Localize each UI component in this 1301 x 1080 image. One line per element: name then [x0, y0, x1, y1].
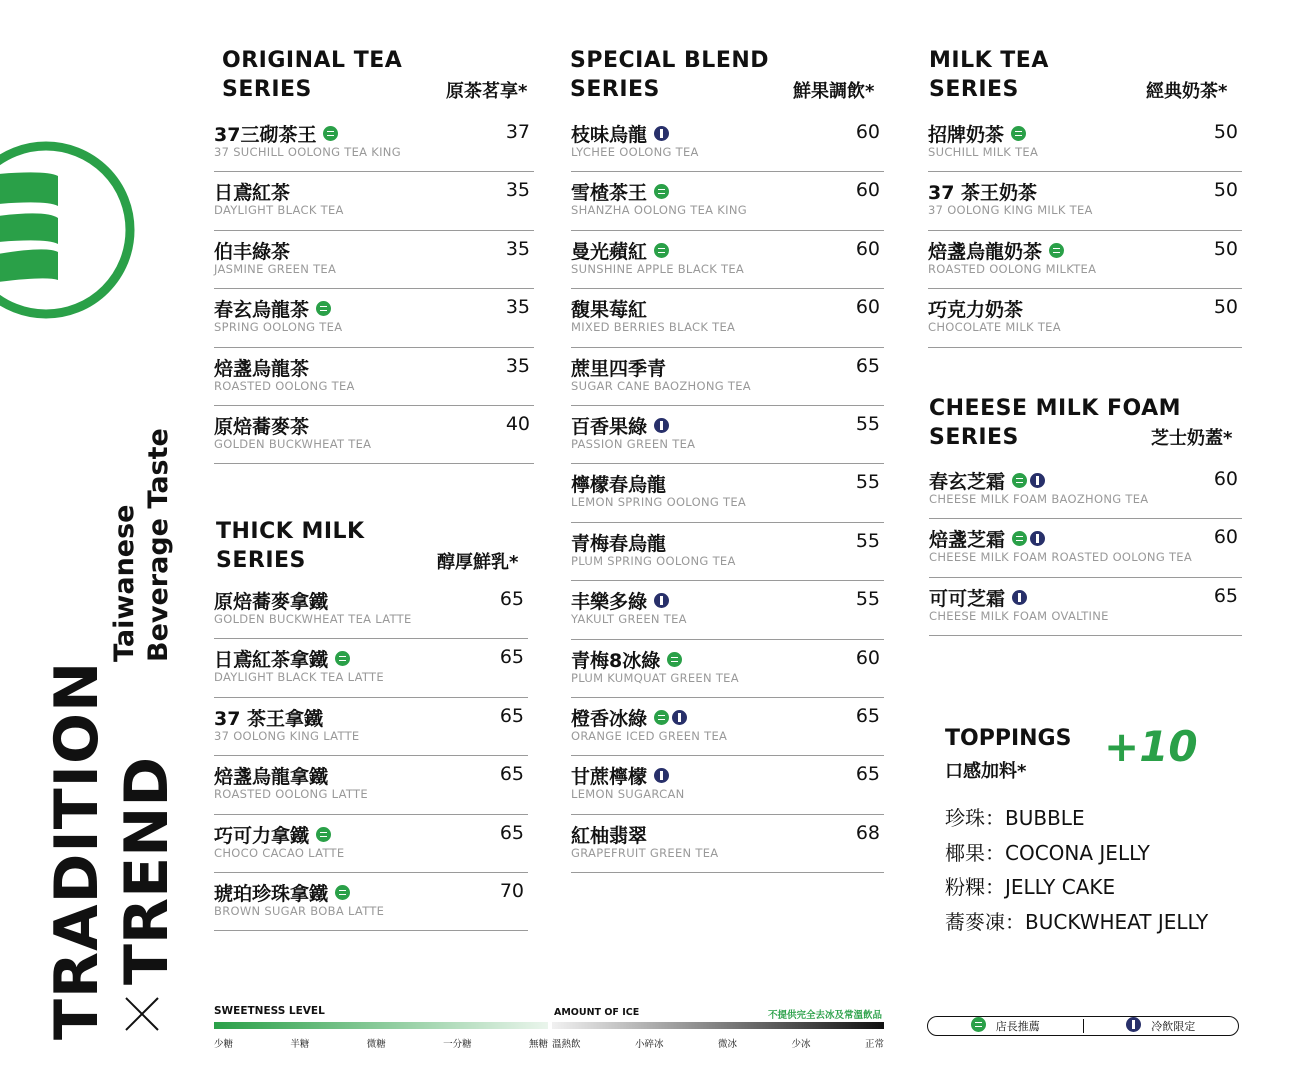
item-name-en: SUCHILL MILK TEA [928, 145, 1039, 159]
item-name-zh-text: 曼光蘋紅 [571, 240, 648, 263]
item-name-zh [571, 762, 669, 789]
menu-item [214, 406, 534, 464]
cold-badge-icon [1126, 1017, 1141, 1032]
item-name-en: CHOCOLATE MILK TEA [928, 320, 1061, 335]
original-title-line-2: SERIES [222, 77, 312, 102]
item-name-zh [571, 821, 647, 848]
item-name-zh-text: 37 茶王拿鐵 [214, 707, 324, 730]
item-name-zh-text: 百香果綠 [571, 415, 648, 438]
item-name-zh [928, 295, 1023, 322]
original-title-zh: 原茶茗享* [446, 81, 528, 102]
item-name-en: GRAPEFRUIT GREEN TEA [571, 845, 719, 860]
cold-badge-icon [1030, 473, 1045, 488]
item-price: 37 [505, 121, 530, 143]
menu-item [571, 523, 884, 581]
menu-item [214, 172, 534, 230]
special-item-list [571, 114, 884, 873]
milk-title-line-1: MILK TEA [929, 48, 1049, 73]
item-name-zh-text: 春玄烏龍茶 [214, 299, 310, 322]
item-name-zh-text: 檸檬春烏龍 [571, 474, 667, 497]
topping-item: 椰果：COCONA JELLY [945, 840, 1150, 865]
item-name-en: GOLDEN BUCKWHEAT TEA LATTE [214, 612, 412, 626]
item-name-zh-text: 原焙蕎麥茶 [214, 415, 310, 438]
milk-title-zh: 經典奶茶* [1146, 81, 1228, 102]
item-name-zh [929, 584, 1027, 611]
item-name-zh-text: 青梅春烏龍 [571, 532, 667, 555]
item-name-zh-text: 焙盞烏龍奶茶 [928, 240, 1043, 263]
menu-item [571, 114, 884, 172]
item-name-zh-text: 招牌奶茶 [928, 124, 1005, 146]
item-name-en: LYCHEE OOLONG TEA [571, 145, 699, 159]
item-name-zh [214, 354, 309, 381]
menu-item [928, 114, 1242, 172]
season-badge-icon [654, 710, 669, 725]
item-name-zh-text: 伯丰綠茶 [214, 240, 291, 263]
cheese-title-line-1: CHEESE MILK FOAM [929, 396, 1182, 421]
item-name-en: BROWN SUGAR BOBA LATTE [214, 903, 385, 918]
cheese-section-title [929, 394, 1181, 452]
menu-item [929, 461, 1242, 519]
item-name-zh-text: 紅柚翡翠 [571, 824, 648, 847]
item-name-zh-text: 37三砌茶王 [214, 124, 317, 146]
sweetness-level-label: 一分糖 [443, 1039, 472, 1050]
item-name-zh-text: 青梅8冰綠 [571, 649, 661, 672]
menu-item [571, 406, 884, 464]
ice-label: AMOUNT OF ICE [554, 1007, 640, 1018]
toppings-price: +10 [1104, 722, 1198, 771]
thick-title-zh: 醇厚鮮乳* [437, 552, 519, 573]
item-price: 55 [855, 471, 880, 494]
item-name-zh-text: 春玄芝霜 [929, 471, 1006, 493]
recommend-badge-icon [316, 301, 331, 316]
item-name-zh-text: 日鳶紅茶 [214, 182, 291, 205]
item-name-en: 37 OOLONG KING LATTE [214, 728, 360, 743]
item-price: 65 [855, 704, 880, 727]
menu-item [571, 698, 884, 756]
menu-item [571, 172, 884, 230]
item-name-zh-text: 巧克力奶茶 [928, 299, 1024, 322]
recommend-badge-icon [1012, 531, 1027, 546]
item-price: 60 [855, 237, 880, 260]
item-name-zh-text: 焙盞芝霜 [929, 529, 1006, 552]
cross-icon [122, 994, 162, 1034]
item-name-en: MIXED BERRIES BLACK TEA [571, 320, 736, 335]
item-price: 35 [505, 179, 530, 202]
item-name-en: LEMON SUGARCAN [571, 787, 685, 802]
item-name-zh [214, 412, 309, 439]
item-price: 65 [499, 821, 524, 844]
item-name-zh-text: 37 茶王奶茶 [928, 182, 1038, 205]
special-section-title [570, 46, 769, 104]
item-price: 65 [499, 588, 524, 610]
cold-badge-icon [654, 126, 669, 141]
recommend-badge-icon [1011, 126, 1026, 141]
item-price: 35 [505, 237, 530, 260]
item-name-zh [214, 120, 338, 147]
item-price: 65 [1213, 584, 1238, 607]
item-price: 60 [1213, 526, 1238, 549]
item-name-zh-text: 日鳶紅茶拿鐵 [214, 649, 329, 672]
item-name-zh [928, 237, 1064, 264]
brand-tradition: TRADITION [42, 660, 112, 1040]
recommend-badge-icon [335, 651, 350, 666]
item-name-zh [571, 470, 666, 497]
cheese-item-list [929, 461, 1242, 636]
item-name-en: ROASTED OOLONG LATTE [214, 787, 368, 802]
thick-title-line-2: SERIES [216, 548, 306, 573]
item-name-zh-text: 馥果莓紅 [571, 299, 648, 322]
item-name-zh-text: 焙盞烏龍茶 [214, 357, 310, 380]
item-name-zh-text: 琥珀珍珠拿鐵 [214, 882, 329, 905]
menu-item [214, 289, 534, 347]
original-item-list [214, 114, 534, 464]
item-name-en: ROASTED OOLONG MILKTEA [928, 261, 1097, 276]
ice-level-label: 少冰 [791, 1039, 811, 1050]
ice-scale [552, 1036, 884, 1050]
recommend-badge-icon [323, 126, 338, 141]
item-name-en: ROASTED OOLONG TEA [214, 378, 355, 393]
ice-bar [552, 1022, 884, 1029]
item-name-en: JASMINE GREEN TEA [214, 261, 337, 276]
item-name-en: DAYLIGHT BLACK TEA LATTE [214, 670, 384, 685]
item-price: 50 [1213, 296, 1238, 319]
item-name-zh-text: 巧可力拿鐵 [214, 824, 310, 847]
sweetness-level-label: 少糖 [214, 1039, 234, 1050]
item-name-en: LEMON SPRING OOLONG TEA [571, 495, 747, 510]
item-name-zh [214, 879, 350, 906]
item-price: 60 [855, 179, 880, 202]
brand-logo [0, 140, 144, 320]
sweetness-label: SWEETNESS LEVEL [214, 1005, 325, 1017]
menu-item [928, 172, 1242, 230]
badge-legend [927, 1016, 1239, 1036]
menu-item [214, 231, 534, 289]
brand-tagline [108, 428, 176, 662]
milk-section-title [929, 46, 1049, 104]
recommend-badge-icon [1012, 473, 1027, 488]
item-name-en: PLUM KUMQUAT GREEN TEA [571, 670, 739, 685]
cheese-title-zh: 芝士奶蓋* [1151, 428, 1233, 449]
item-price: 55 [855, 412, 880, 435]
item-name-zh-text: 雪楂茶王 [571, 182, 648, 205]
item-name-zh-text: 橙香冰綠 [571, 707, 648, 730]
original-title-line-1: ORIGINAL TEA [222, 48, 403, 73]
item-name-zh [214, 762, 328, 789]
cold-badge-icon [672, 710, 687, 725]
menu-item [928, 289, 1242, 347]
item-name-zh [214, 645, 350, 672]
menu-item [214, 114, 534, 172]
menu-item [214, 698, 528, 756]
tagline-line-1: Taiwanese [109, 504, 140, 662]
item-name-zh [571, 178, 669, 205]
item-name-en: PLUM SPRING OOLONG TEA [571, 553, 736, 568]
menu-item [571, 756, 884, 814]
item-name-zh-text: 甘蔗檸檬 [571, 766, 648, 789]
item-name-zh-text: 蔗里四季青 [571, 357, 667, 380]
ice-level-label: 小碎冰 [634, 1039, 664, 1050]
item-price: 50 [1213, 237, 1238, 260]
item-name-en: PASSION GREEN TEA [571, 436, 696, 451]
cold-badge-icon [1012, 590, 1027, 605]
item-name-zh [928, 178, 1037, 205]
milk-title-line-2: SERIES [929, 77, 1019, 102]
sweetness-level-label: 無糖 [528, 1039, 548, 1050]
item-name-zh [571, 704, 687, 731]
item-name-en: YAKULT GREEN TEA [571, 612, 687, 627]
original-section-title [222, 46, 402, 104]
item-price: 65 [855, 763, 880, 786]
item-name-en: CHEESE MILK FOAM OVALTINE [929, 608, 1109, 623]
item-name-zh [214, 821, 331, 848]
item-name-en: GOLDEN BUCKWHEAT TEA [214, 436, 372, 451]
item-name-zh [214, 178, 290, 205]
item-name-zh [571, 354, 666, 381]
sweetness-level-label: 半糖 [290, 1039, 310, 1050]
item-price: 65 [499, 763, 524, 786]
recommend-badge-icon [316, 827, 331, 842]
topping-item: 蕎麥凍：BUCKWHEAT JELLY [945, 909, 1209, 934]
recommend-badge-icon [667, 652, 682, 667]
recommend-badge-icon [1049, 243, 1064, 258]
cold-badge-icon [654, 593, 669, 608]
menu-item [571, 289, 884, 347]
item-price: 50 [1213, 179, 1238, 202]
item-name-zh [214, 587, 328, 614]
item-name-zh [929, 525, 1045, 552]
cold-badge-icon [1030, 531, 1045, 546]
item-name-en: ORANGE ICED GREEN TEA [571, 728, 728, 743]
menu-item [214, 348, 534, 406]
item-name-en: 37 OOLONG KING MILK TEA [928, 203, 1093, 218]
thick-section-title [216, 517, 365, 575]
recommend-badge-icon [654, 243, 669, 258]
menu-item [571, 640, 884, 698]
menu-item [571, 464, 884, 522]
thick-item-list [214, 581, 528, 931]
item-price: 35 [505, 296, 530, 319]
menu-item [571, 815, 884, 873]
item-name-zh-text: 可可芝霜 [929, 587, 1006, 610]
cheese-title-line-2: SERIES [929, 425, 1019, 450]
item-price: 60 [855, 296, 880, 319]
ice-note: 不提供完全去冰及常溫飲品 [768, 1010, 883, 1021]
item-name-zh [571, 587, 669, 614]
topping-item: 粉粿：JELLY CAKE [945, 875, 1116, 899]
menu-item [214, 815, 528, 873]
menu-item [929, 519, 1242, 577]
recommend-badge-icon [654, 184, 669, 199]
ice-level-label: 正常 [864, 1039, 884, 1050]
item-name-zh [571, 412, 669, 439]
item-name-zh [929, 467, 1045, 494]
topping-item: 珍珠：BUBBLE [945, 806, 1085, 830]
menu-item [214, 581, 528, 639]
cold-badge-icon [654, 768, 669, 783]
item-name-en: SUNSHINE APPLE BLACK TEA [571, 261, 745, 276]
item-name-zh [571, 120, 669, 147]
item-price: 68 [855, 821, 880, 844]
item-price: 70 [499, 879, 524, 902]
brand-trend: TREND [112, 756, 182, 985]
item-name-zh-text: 原焙蕎麥拿鐵 [214, 591, 329, 613]
ice-level-label: 微冰 [717, 1039, 737, 1050]
menu-item [214, 639, 528, 697]
item-name-en: CHOCO CACAO LATTE [214, 845, 345, 860]
item-name-zh [214, 704, 323, 731]
item-name-zh [571, 529, 666, 556]
special-title-line-2: SERIES [570, 77, 660, 102]
item-price: 60 [855, 646, 880, 669]
toppings-list [945, 802, 1208, 940]
milk-item-list [928, 114, 1242, 348]
ice-level-label: 溫熱飲 [552, 1039, 581, 1050]
item-name-zh-text: 丰樂多綠 [571, 591, 648, 614]
item-price: 65 [499, 646, 524, 669]
sweetness-level-label: 微糖 [366, 1039, 386, 1050]
item-price: 65 [499, 704, 524, 727]
sweetness-bar [214, 1022, 548, 1029]
item-price: 50 [1213, 121, 1238, 143]
sweetness-scale [214, 1036, 548, 1050]
item-price: 55 [855, 588, 880, 611]
menu-item [571, 231, 884, 289]
item-price: 60 [855, 121, 880, 143]
menu-item [571, 581, 884, 639]
item-name-en: SHANZHA OOLONG TEA KING [571, 203, 747, 218]
item-name-en: 37 SUCHILL OOLONG TEA KING [214, 145, 401, 159]
item-price: 65 [855, 354, 880, 377]
recommend-badge-icon [971, 1017, 986, 1032]
item-price: 35 [505, 354, 530, 377]
item-name-zh [214, 237, 290, 264]
item-name-en: SUGAR CANE BAOZHONG TEA [571, 378, 751, 393]
item-price: 60 [1213, 468, 1238, 490]
thick-title-line-1: THICK MILK [216, 519, 365, 544]
item-name-zh [214, 295, 331, 322]
special-title-zh: 鮮果調飲* [793, 81, 875, 102]
item-name-zh [571, 295, 647, 322]
tagline-line-2: Beverage Taste [143, 428, 174, 662]
item-name-zh [571, 646, 682, 673]
item-price: 40 [505, 412, 530, 435]
item-name-zh [928, 120, 1026, 147]
item-price: 55 [855, 529, 880, 552]
legend-cold-label: 冷飲限定 [1151, 1020, 1196, 1033]
item-name-en: SPRING OOLONG TEA [214, 320, 343, 335]
toppings-title: TOPPINGS [945, 726, 1072, 751]
legend-recommend-label: 店長推薦 [995, 1020, 1040, 1033]
menu-item [929, 578, 1242, 636]
toppings-title-zh: 口感加料* [945, 761, 1027, 782]
item-name-en: CHEESE MILK FOAM ROASTED OOLONG TEA [929, 550, 1193, 565]
item-name-en: CHEESE MILK FOAM BAOZHONG TEA [929, 492, 1149, 506]
cold-badge-icon [654, 418, 669, 433]
item-name-zh-text: 枝味烏龍 [571, 124, 648, 146]
item-name-zh-text: 焙盞烏龍拿鐵 [214, 766, 329, 789]
item-name-en: DAYLIGHT BLACK TEA [214, 203, 344, 218]
item-name-zh [571, 237, 669, 264]
menu-item [214, 873, 528, 931]
menu-item [214, 756, 528, 814]
menu-item [571, 348, 884, 406]
recommend-badge-icon [335, 885, 350, 900]
special-title-line-1: SPECIAL BLEND [570, 48, 770, 73]
menu-item [928, 231, 1242, 289]
